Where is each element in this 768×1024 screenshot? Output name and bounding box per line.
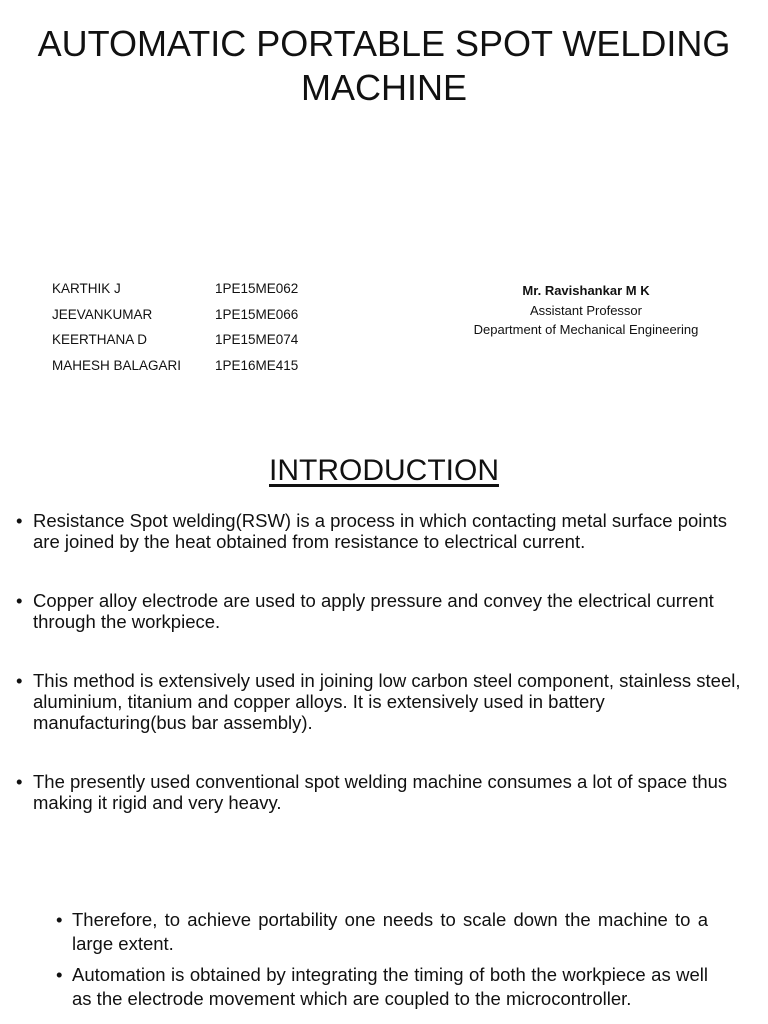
list-item bbox=[16, 510, 746, 552]
bullet-text: Automation is obtained by integrating the timing of both the workpiece as well as the electrode movement which are coupled to the microcontroller. bbox=[72, 964, 708, 1009]
student-name: JEEVANKUMAR bbox=[52, 306, 153, 322]
student-usn: 1PE15ME066 bbox=[215, 306, 299, 322]
student-name: MAHESH BALAGARI bbox=[52, 357, 182, 373]
title-slide bbox=[0, 0, 768, 440]
bullet-icon: • bbox=[56, 964, 63, 985]
list-item bbox=[56, 908, 708, 956]
guide-name: Mr. Ravishankar M K bbox=[522, 283, 650, 298]
list-item bbox=[16, 590, 746, 632]
student-list bbox=[52, 276, 352, 378]
student-row bbox=[52, 327, 352, 353]
student-row bbox=[52, 353, 352, 379]
student-name: KARTHIK J bbox=[52, 281, 121, 296]
guide-designation: Assistant Professor bbox=[530, 302, 642, 318]
bullet-text: Resistance Spot welding(RSW) is a process in which contacting metal surface points are joined by the heat obtained from resistance to electrical current. bbox=[33, 510, 728, 552]
student-usn: 1PE16ME415 bbox=[215, 357, 299, 373]
bullet-icon: • bbox=[16, 590, 23, 611]
project-title: AUTOMATIC PORTABLE SPOT WELDING MACHINE bbox=[37, 23, 731, 108]
introduction-slide bbox=[0, 440, 768, 1024]
student-row bbox=[52, 302, 352, 328]
guide-department: Department of Mechanical Engineering bbox=[473, 322, 699, 337]
sub-bullet-list bbox=[56, 908, 708, 1018]
bullet-list bbox=[16, 510, 746, 851]
bullet-icon: • bbox=[16, 771, 23, 792]
bullet-text: This method is extensively used in joining low carbon steel component, stainless steel, aluminium, titanium and copper alloys. It is extensively used in battery manufacturing(bus bar assembly). bbox=[33, 670, 741, 733]
list-item bbox=[16, 771, 746, 813]
bullet-text: The presently used conventional spot welding machine consumes a lot of space thus making it rigid and very heavy. bbox=[33, 771, 728, 813]
bullet-icon: • bbox=[56, 909, 63, 930]
student-name: KEERTHANA D bbox=[52, 332, 148, 347]
bullet-icon: • bbox=[16, 510, 23, 531]
bullet-text: Therefore, to achieve portability one needs to scale down the machine to a large extent. bbox=[72, 909, 708, 954]
student-usn: 1PE15ME062 bbox=[215, 281, 299, 296]
student-usn: 1PE15ME074 bbox=[215, 332, 299, 347]
bullet-text: Copper alloy electrode are used to apply pressure and convey the electrical current through the workpiece. bbox=[33, 590, 714, 632]
list-item bbox=[56, 963, 708, 1011]
guide-block bbox=[446, 281, 726, 340]
section-title: INTRODUCTION bbox=[269, 454, 499, 487]
bullet-icon: • bbox=[16, 670, 23, 691]
student-row bbox=[52, 276, 352, 302]
list-item bbox=[16, 670, 746, 733]
